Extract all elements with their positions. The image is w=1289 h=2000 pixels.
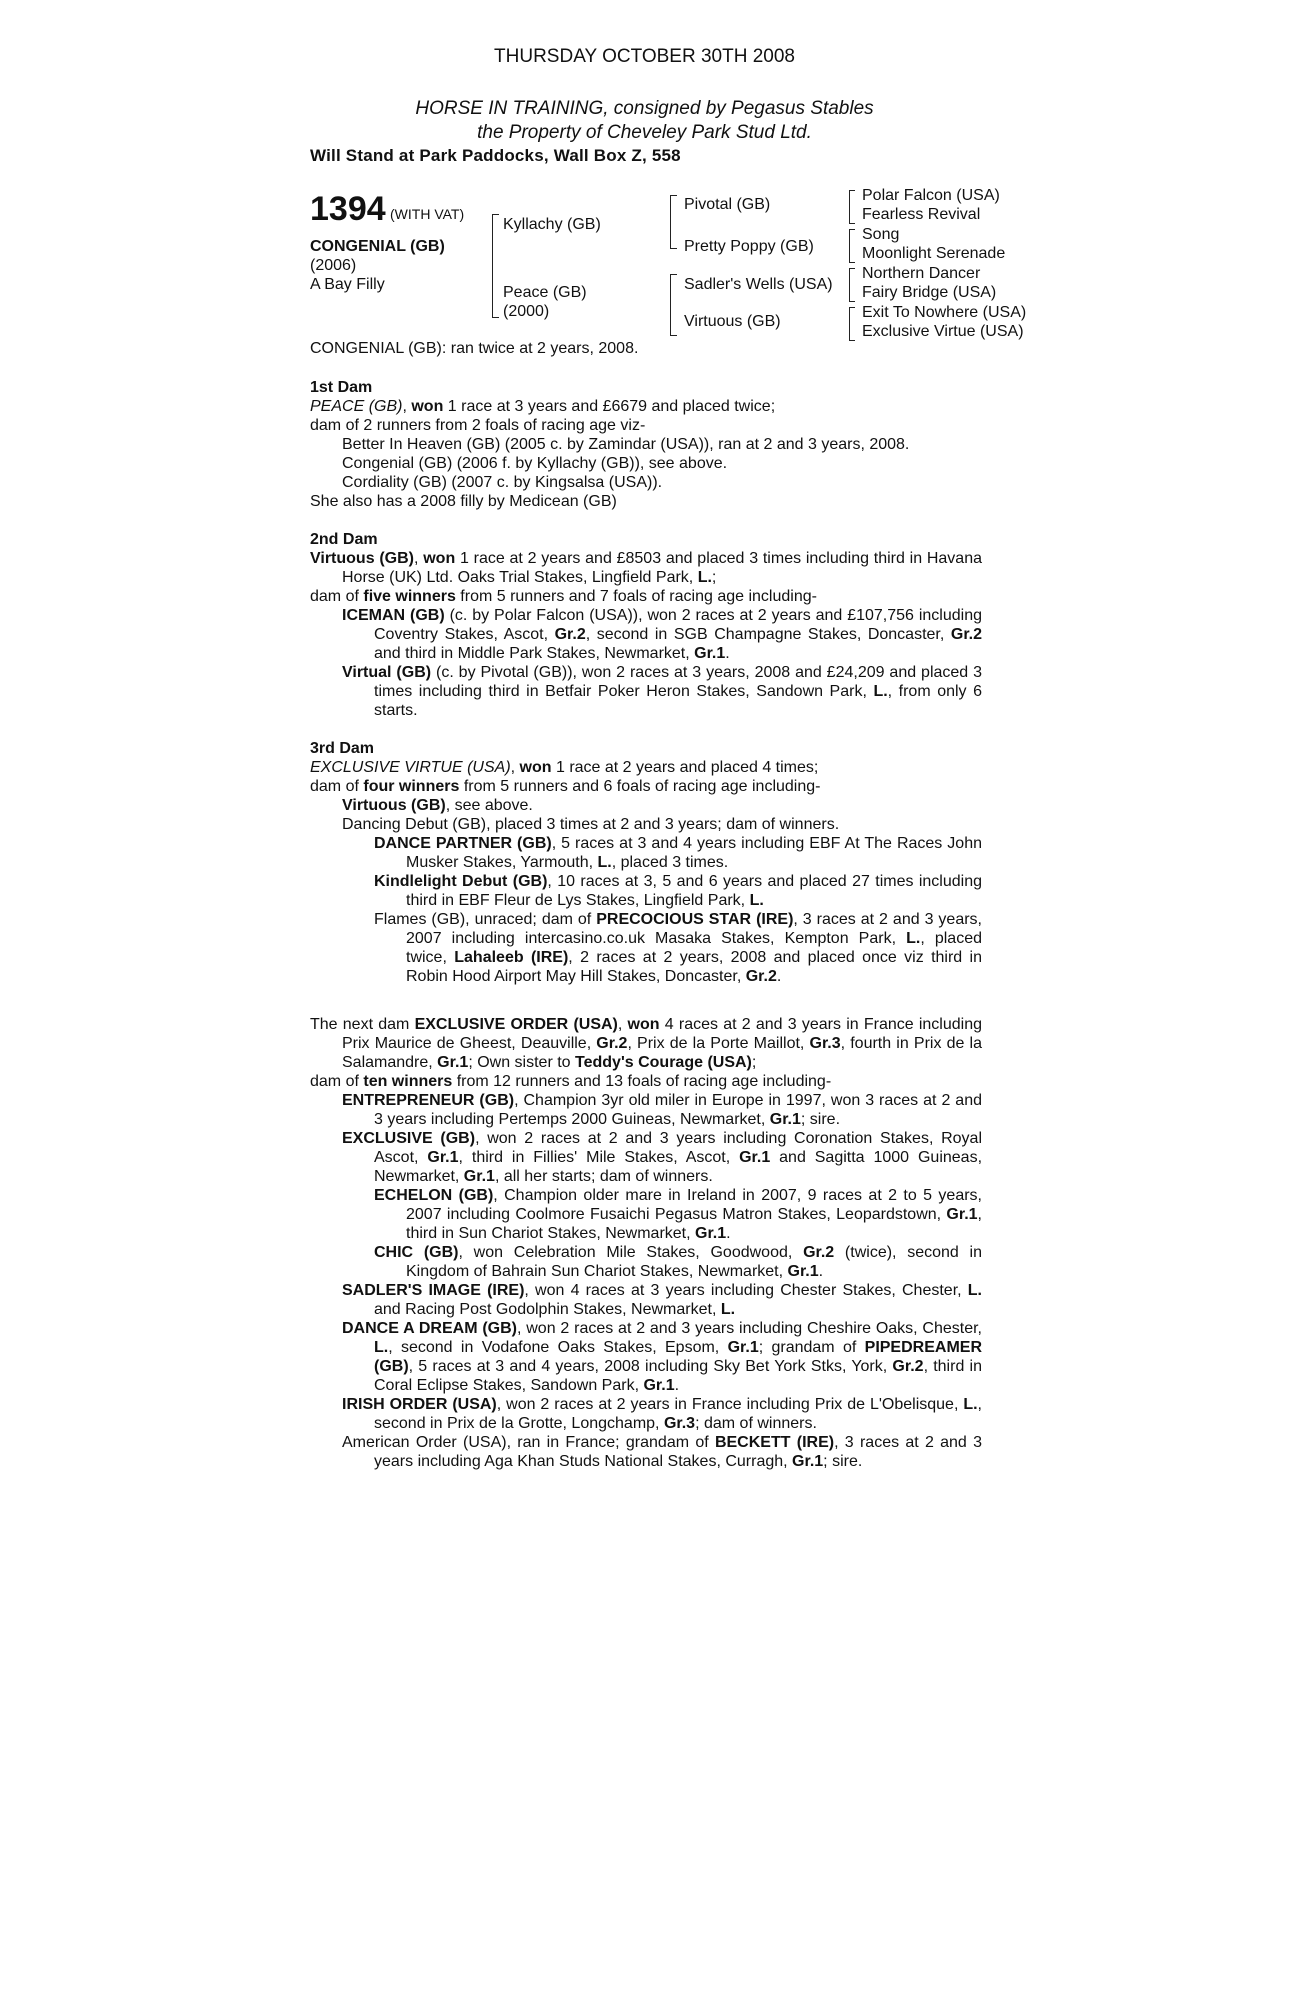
produce-item: ECHELON (GB), Champion older mare in Ireland in 2007, 9 races at 2 to 5 years, 2007 including Coolmore Fusaichi Pegasus Matron Stakes, Leopardstown, Gr.1, third in Sun Chariot Stakes, Newmarket, Gr.1.: [374, 1187, 983, 1242]
consignment-line: HORSE IN TRAINING, consigned by Pegasus Stables: [415, 98, 874, 119]
pedigree-brace-dam: [670, 274, 677, 336]
next-dam-produce: dam of ten winners from 12 runners and 13 foals of racing age including-: [310, 1073, 832, 1090]
third-dam-record: EXCLUSIVE VIRTUE (USA), won 1 race at 2 years and placed 4 times;: [310, 759, 819, 776]
pedigree-g3-5: Northern Dancer: [862, 265, 981, 282]
pedigree-g3-6: Fairy Bridge (USA): [862, 284, 997, 301]
produce-item: Virtuous (GB), see above.: [342, 797, 533, 814]
horse-year: (2006): [310, 257, 357, 274]
third-dam-produce: dam of four winners from 5 runners and 6 foals of racing age including-: [310, 778, 821, 795]
produce-item: IRISH ORDER (USA), won 2 races at 2 years in France including Prix de L'Obelisque, L., second in Prix de la Grotte, Longchamp, Gr.3; dam of winners.: [342, 1396, 982, 1432]
dam-year: (2000): [503, 303, 550, 320]
produce-item: Cordiality (GB) (2007 c. by Kingsalsa (USA)).: [342, 474, 663, 491]
produce-item: Virtual (GB) (c. by Pivotal (GB)), won 2 races at 3 years, 2008 and £24,209 and placed 3 times including third in Betfair Poker Heron Stakes, Sandown Park, L., from only 6 starts.: [342, 664, 983, 719]
produce-item: DANCE A DREAM (GB), won 2 races at 2 and 3 years including Cheshire Oaks, Chester, L., second in Vodafone Oaks Stakes, Epsom, Gr.1; grandam of PIPEDREAMER (GB), 5 races at 3 and 4 years, 2008 including Sky Bet York Stks, York, Gr.2, third in Coral Eclipse Stakes, Sandown Park, Gr.1.: [342, 1320, 983, 1394]
produce-item: Flames (GB), unraced; dam of PRECOCIOUS STAR (IRE), 3 races at 2 and 3 years, 2007 including intercasino.co.uk Masaka Stakes, Kempton Park, L., placed twice, Lahaleeb (IRE), 2 races at 2 years, 2008 and placed once viz third in Robin Hood Airport May Hill Stakes, Doncaster, Gr.2.: [374, 911, 983, 985]
lot-number: 1394: [310, 190, 386, 228]
pedigree-sire-sire: Pivotal (GB): [684, 196, 771, 213]
pedigree-dam-dam: Virtuous (GB): [684, 313, 781, 330]
pedigree-brace-gen3-1: [849, 190, 855, 224]
sale-date: THURSDAY OCTOBER 30TH 2008: [494, 46, 795, 67]
pedigree-g3-2: Fearless Revival: [862, 206, 981, 223]
first-dam-record: PEACE (GB), won 1 race at 3 years and £6679 and placed twice;: [310, 398, 776, 415]
first-dam-note: She also has a 2008 filly by Medicean (GB): [310, 493, 617, 510]
first-dam-produce: dam of 2 runners from 2 foals of racing age viz-: [310, 417, 646, 434]
catalogue-entry: [310, 378, 982, 1471]
produce-item: SADLER'S IMAGE (IRE), won 4 races at 3 years including Chester Stakes, Chester, L. and Racing Post Godolphin Stakes, Newmarket, L.: [342, 1282, 982, 1318]
property-line: the Property of Cheveley Park Stud Ltd.: [477, 122, 812, 143]
produce-item: DANCE PARTNER (GB), 5 races at 3 and 4 years including EBF At The Races John Musker Stakes, Yarmouth, L., placed 3 times.: [374, 835, 982, 871]
pedigree-g3-3: Song: [862, 226, 900, 243]
pedigree-g3-4: Moonlight Serenade: [862, 245, 1006, 262]
vat-label: (WITH VAT): [390, 206, 465, 222]
pedigree-brace-gen3-3: [849, 268, 855, 302]
produce-item: American Order (USA), ran in France; grandam of BECKETT (IRE), 3 races at 2 and 3 years including Aga Khan Studs National Stakes, Curragh, Gr.1; sire.: [342, 1434, 983, 1470]
produce-item: Dancing Debut (GB), placed 3 times at 2 and 3 years; dam of winners.: [342, 816, 840, 833]
first-dam-heading: 1st Dam: [310, 379, 373, 396]
pedigree-g3-7: Exit To Nowhere (USA): [862, 304, 1027, 321]
second-dam-record: Virtuous (GB), won 1 race at 2 years and £8503 and placed 3 times including third in Havana Horse (UK) Ltd. Oaks Trial Stakes, Lingfield Park, L.;: [310, 550, 983, 586]
pedigree-brace-gen3-4: [849, 307, 855, 341]
pedigree-brace-main: [492, 214, 499, 318]
produce-item: Better In Heaven (GB) (2005 c. by Zamindar (USA)), ran at 2 and 3 years, 2008.: [342, 436, 910, 453]
produce-item: ENTREPRENEUR (GB), Champion 3yr old miler in Europe in 1997, won 3 races at 2 and 3 years including Pertemps 2000 Guineas, Newmarket, Gr.1; sire.: [342, 1092, 982, 1128]
produce-item: EXCLUSIVE (GB), won 2 races at 2 and 3 years including Coronation Stakes, Royal Ascot, Gr.1, third in Fillies' Mile Stakes, Ascot, Gr.1 and Sagitta 1000 Guineas, Newmarket, Gr.1, all her starts; dam of winners.: [342, 1130, 983, 1185]
pedigree-g3-8: Exclusive Virtue (USA): [862, 323, 1024, 340]
pedigree-g3-1: Polar Falcon (USA): [862, 187, 1000, 204]
race-summary: CONGENIAL (GB): ran twice at 2 years, 2008.: [310, 340, 639, 357]
stand-location: Will Stand at Park Paddocks, Wall Box Z, 558: [310, 146, 681, 165]
produce-item: CHIC (GB), won Celebration Mile Stakes, Goodwood, Gr.2 (twice), second in Kingdom of Bahrain Sun Chariot Stakes, Newmarket, Gr.1.: [374, 1244, 983, 1280]
second-dam-produce: dam of five winners from 5 runners and 7 foals of racing age including-: [310, 588, 817, 605]
pedigree-sire-dam: Pretty Poppy (GB): [684, 238, 814, 255]
pedigree-brace-sire: [670, 195, 677, 249]
produce-item: ICEMAN (GB) (c. by Polar Falcon (USA)), won 2 races at 2 years and £107,756 including Coventry Stakes, Ascot, Gr.2, second in SGB Champagne Stakes, Doncaster, Gr.2 and third in Middle Park Stakes, Newmarket, Gr.1.: [342, 607, 983, 662]
pedigree-brace-gen3-2: [849, 229, 855, 263]
pedigree-dam-sire: Sadler's Wells (USA): [684, 276, 833, 293]
horse-name: CONGENIAL (GB): [310, 238, 445, 255]
sire-name: Kyllachy (GB): [503, 216, 601, 233]
next-dam-record: The next dam EXCLUSIVE ORDER (USA), won 4 races at 2 and 3 years in France including Prix Maurice de Gheest, Deauville, Gr.2, Prix de la Porte Maillot, Gr.3, fourth in Prix de la Salamandre, Gr.1; Own sister to Teddy's Courage (USA);: [310, 1016, 983, 1071]
third-dam-heading: 3rd Dam: [310, 740, 375, 757]
produce-item: Congenial (GB) (2006 f. by Kyllachy (GB)), see above.: [342, 455, 728, 472]
produce-item: Kindlelight Debut (GB), 10 races at 3, 5 and 6 years and placed 27 times including third in EBF Fleur de Lys Stakes, Lingfield Park, L.: [374, 873, 983, 909]
dam-name: Peace (GB): [503, 284, 587, 301]
horse-description: A Bay Filly: [310, 276, 385, 293]
second-dam-heading: 2nd Dam: [310, 531, 378, 548]
